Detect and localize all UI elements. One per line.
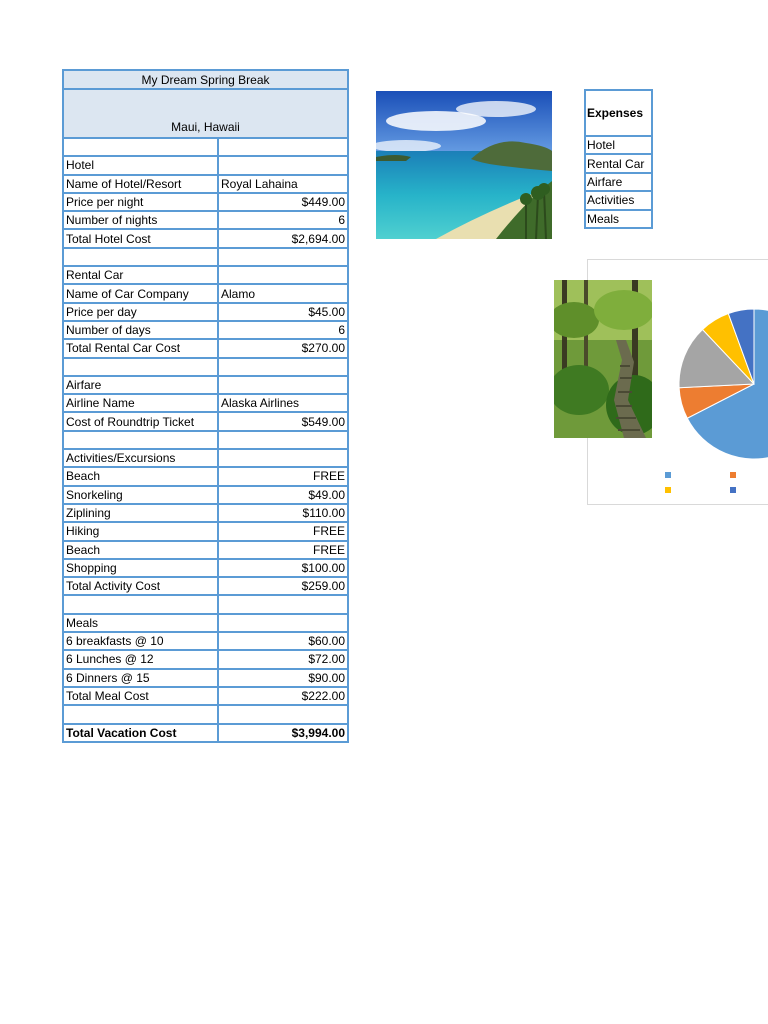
legend-key-hotel xyxy=(665,472,671,478)
expenses-item[interactable]: Hotel xyxy=(585,136,652,154)
budget-row xyxy=(63,486,348,504)
budget-row xyxy=(63,522,348,540)
legend-key-rental-car xyxy=(730,472,736,478)
expenses-item[interactable]: Meals xyxy=(585,210,652,228)
budget-cell-label[interactable]: Ziplining xyxy=(63,504,218,522)
budget-cell-value[interactable]: Alamo xyxy=(218,284,348,302)
budget-cell-label[interactable]: Price per night xyxy=(63,193,218,211)
budget-cell-label[interactable]: Total Activity Cost xyxy=(63,577,218,595)
budget-row xyxy=(63,229,348,247)
budget-cell-label[interactable]: Hotel xyxy=(63,156,218,174)
budget-row xyxy=(63,705,348,723)
budget-row xyxy=(63,303,348,321)
budget-cell-value[interactable]: $100.00 xyxy=(218,559,348,577)
budget-cell-value[interactable] xyxy=(218,614,348,632)
budget-row xyxy=(63,559,348,577)
budget-cell-label[interactable]: Airfare xyxy=(63,376,218,394)
budget-row xyxy=(63,632,348,650)
budget-cell-value[interactable] xyxy=(218,248,348,266)
budget-cell-value[interactable]: $222.00 xyxy=(218,687,348,705)
expenses-item[interactable]: Rental Car xyxy=(585,154,652,172)
budget-row xyxy=(63,431,348,449)
budget-cell-value[interactable]: Alaska Airlines xyxy=(218,394,348,412)
budget-row xyxy=(63,595,348,613)
budget-cell-label[interactable]: Rental Car xyxy=(63,266,218,284)
budget-row xyxy=(63,193,348,211)
budget-cell-label[interactable]: Activities/Excursions xyxy=(63,449,218,467)
budget-cell-label[interactable]: Total Hotel Cost xyxy=(63,229,218,247)
budget-row xyxy=(63,669,348,687)
budget-row xyxy=(63,467,348,485)
budget-cell-label[interactable]: 6 Lunches @ 12 xyxy=(63,650,218,668)
budget-row xyxy=(63,394,348,412)
budget-cell-value[interactable] xyxy=(218,138,348,156)
budget-cell-label[interactable]: Snorkeling xyxy=(63,486,218,504)
expenses-list xyxy=(584,89,653,229)
budget-cell-value[interactable] xyxy=(218,431,348,449)
spring-break-budget-table xyxy=(62,69,349,743)
budget-row xyxy=(63,449,348,467)
budget-row xyxy=(63,541,348,559)
budget-cell-value[interactable] xyxy=(218,705,348,723)
expenses-item[interactable]: Airfare xyxy=(585,173,652,191)
budget-cell-value[interactable]: 6 xyxy=(218,321,348,339)
budget-cell-label[interactable]: Hiking xyxy=(63,522,218,540)
budget-cell-value[interactable]: Royal Lahaina xyxy=(218,175,348,193)
forest-trail-photo xyxy=(554,280,652,438)
budget-cell-value[interactable]: $259.00 xyxy=(218,577,348,595)
budget-row xyxy=(63,156,348,174)
budget-cell-value[interactable]: $270.00 xyxy=(218,339,348,357)
budget-cell-label[interactable]: Number of nights xyxy=(63,211,218,229)
budget-cell-value[interactable]: 6 xyxy=(218,211,348,229)
budget-cell-label[interactable]: Price per day xyxy=(63,303,218,321)
budget-cell-value[interactable]: $449.00 xyxy=(218,193,348,211)
budget-row xyxy=(63,284,348,302)
budget-cell-label[interactable]: Airline Name xyxy=(63,394,218,412)
budget-cell-label[interactable] xyxy=(63,705,218,723)
budget-cell-label[interactable] xyxy=(63,595,218,613)
budget-cell-value[interactable] xyxy=(218,156,348,174)
budget-row xyxy=(63,321,348,339)
budget-cell-value[interactable]: $2,694.00 xyxy=(218,229,348,247)
budget-cell-value[interactable] xyxy=(218,449,348,467)
budget-cell-label[interactable]: Name of Car Company xyxy=(63,284,218,302)
budget-row xyxy=(63,266,348,284)
budget-row xyxy=(63,339,348,357)
budget-row xyxy=(63,614,348,632)
budget-cell-label[interactable]: Name of Hotel/Resort xyxy=(63,175,218,193)
expenses-item[interactable]: Activities xyxy=(585,191,652,209)
beach-photo xyxy=(376,91,552,239)
budget-row xyxy=(63,687,348,705)
budget-row xyxy=(63,504,348,522)
budget-cell-label[interactable]: 6 Dinners @ 15 xyxy=(63,669,218,687)
budget-title[interactable]: My Dream Spring Break xyxy=(63,70,348,89)
budget-cell-label[interactable] xyxy=(63,138,218,156)
budget-cell-value[interactable]: $60.00 xyxy=(218,632,348,650)
budget-cell-value[interactable]: $90.00 xyxy=(218,669,348,687)
budget-cell-value[interactable] xyxy=(218,595,348,613)
budget-cell-value[interactable]: FREE xyxy=(218,541,348,559)
budget-cell-value[interactable] xyxy=(218,358,348,376)
budget-cell-label[interactable] xyxy=(63,358,218,376)
budget-cell-value[interactable]: $3,994.00 xyxy=(218,724,348,742)
budget-row xyxy=(63,211,348,229)
budget-cell-value[interactable] xyxy=(218,266,348,284)
budget-row xyxy=(63,376,348,394)
budget-cell-label[interactable]: Total Vacation Cost xyxy=(63,724,218,742)
budget-cell-label[interactable] xyxy=(63,431,218,449)
budget-row xyxy=(63,412,348,430)
budget-row xyxy=(63,650,348,668)
budget-cell-label[interactable]: Meals xyxy=(63,614,218,632)
budget-cell-value[interactable]: $549.00 xyxy=(218,412,348,430)
budget-row xyxy=(63,138,348,156)
budget-cell-value[interactable]: $49.00 xyxy=(218,486,348,504)
budget-cell-value[interactable] xyxy=(218,376,348,394)
budget-row xyxy=(63,724,348,742)
budget-row xyxy=(63,175,348,193)
budget-cell-value[interactable]: $45.00 xyxy=(218,303,348,321)
legend-key-activities xyxy=(665,487,671,493)
budget-cell-label[interactable]: Beach xyxy=(63,467,218,485)
budget-cell-value[interactable]: FREE xyxy=(218,467,348,485)
budget-cell-value[interactable]: $110.00 xyxy=(218,504,348,522)
budget-row xyxy=(63,248,348,266)
budget-cell-value[interactable]: $72.00 xyxy=(218,650,348,668)
budget-cell-label[interactable]: Cost of Roundtrip Ticket xyxy=(63,412,218,430)
legend-key-meals xyxy=(730,487,736,493)
budget-cell-label[interactable]: Total Meal Cost xyxy=(63,687,218,705)
budget-cell-label[interactable]: Number of days xyxy=(63,321,218,339)
budget-cell-label[interactable]: 6 breakfasts @ 10 xyxy=(63,632,218,650)
budget-cell-label[interactable] xyxy=(63,248,218,266)
budget-cell-value[interactable]: FREE xyxy=(218,522,348,540)
budget-row xyxy=(63,577,348,595)
budget-location[interactable]: Maui, Hawaii xyxy=(63,89,348,138)
expenses-header[interactable]: Expenses xyxy=(585,90,652,136)
budget-cell-label[interactable]: Beach xyxy=(63,541,218,559)
budget-row xyxy=(63,358,348,376)
budget-cell-label[interactable]: Shopping xyxy=(63,559,218,577)
budget-cell-label[interactable]: Total Rental Car Cost xyxy=(63,339,218,357)
